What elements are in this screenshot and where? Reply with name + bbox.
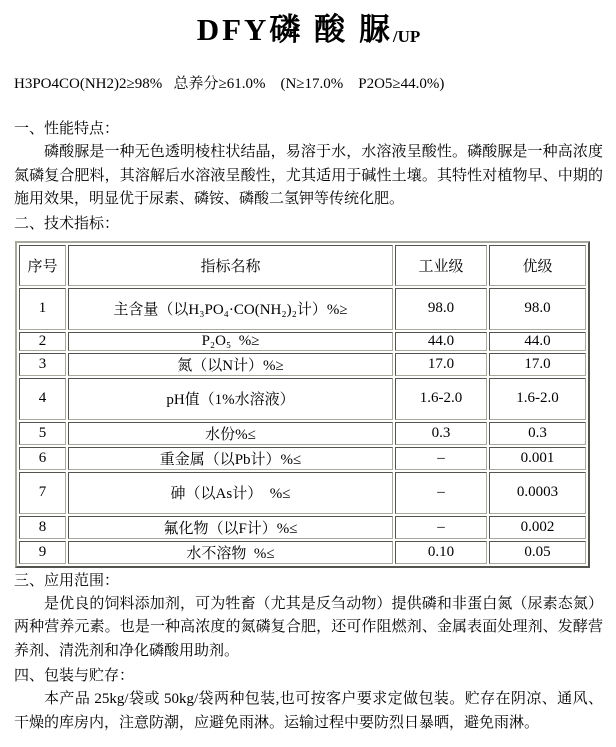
formula-line: H3PO4CO(NH2)2≥98% 总养分≥61.0% (N≥17.0% P2O5≥44.0%) — [14, 76, 445, 92]
technical-spec-table — [15, 241, 590, 568]
table-row — [19, 472, 586, 514]
cell-industrial: – — [395, 447, 487, 470]
cell-no: 5 — [19, 422, 66, 445]
cell-premium: 17.0 — [489, 353, 586, 376]
cell-premium: 0.3 — [489, 422, 586, 445]
cell-industrial: 98.0 — [395, 288, 487, 330]
page-title — [14, 8, 603, 59]
table-row — [19, 541, 586, 564]
cell-no: 9 — [19, 541, 66, 564]
header-cell-premium: 优级 — [489, 245, 586, 286]
cell-industrial: – — [395, 516, 487, 539]
cell-premium: 0.05 — [489, 541, 586, 564]
cell-name: P₂O₅ %≥ — [68, 332, 393, 351]
application-paragraph: 是优良的饲料添加剂，可为牲畜（尤其是反刍动物）提供磷和非蛋白氮（尿素态氮）两种营养元素。也是一种高浓度的氮磷复合肥，还可作阻燃剂、金属表面处理剂、发酵营养剂、清洗剂和净化磷酸用助剂。 — [14, 595, 603, 659]
table-row — [19, 516, 586, 539]
cell-name: pH值（1%水溶液） — [68, 378, 393, 420]
section-heading-application: 三、应用范围： — [14, 572, 120, 589]
title-suffix: /UP — [392, 27, 421, 46]
cell-premium: 1.6-2.0 — [489, 378, 586, 420]
cell-industrial: 1.6-2.0 — [395, 378, 487, 420]
cell-industrial: 0.3 — [395, 422, 487, 445]
table-row — [19, 332, 586, 351]
cell-no: 3 — [19, 353, 66, 376]
cell-premium: 0.002 — [489, 516, 586, 539]
cell-premium: 98.0 — [489, 288, 586, 330]
table-row — [19, 288, 586, 330]
cell-name: 氟化物（以F计）%≤ — [68, 516, 393, 539]
cell-no: 2 — [19, 332, 66, 351]
product-title-text: DFY磷 酸 脲 — [196, 12, 393, 47]
cell-no: 6 — [19, 447, 66, 470]
cell-industrial: – — [395, 472, 487, 514]
cell-name: 砷（以As计） %≤ — [68, 472, 393, 514]
performance-paragraph: 磷酸脲是一种无色透明棱柱状结晶，易溶于水，水溶液呈酸性。磷酸脲是一种高浓度氮磷复合肥料，其溶解后水溶液呈酸性，尤其适用于碱性土壤。其特性对植物早、中期的施用效果，明显优于尿素、磷铵、磷酸二氢钾等传统化肥。 — [14, 144, 603, 207]
cell-premium: 0.001 — [489, 447, 586, 470]
section-heading-technical: 二、技术指标： — [14, 215, 120, 232]
packaging-paragraph: 本产品 25kg/袋或 50kg/袋两种包装,也可按客户要求定做包装。贮存在阴凉、通风、干燥的库房内，注意防潮，应避免雨淋。运输过程中要防烈日暴晒，避免雨淋。 — [14, 691, 603, 731]
cell-name: 氮（以N计）%≥ — [68, 353, 393, 376]
table-row — [19, 353, 586, 376]
table-row — [19, 447, 586, 470]
cell-premium: 44.0 — [489, 332, 586, 351]
cell-name: 水不溶物 %≤ — [68, 541, 393, 564]
section-heading-performance: 一、性能特点： — [14, 121, 120, 137]
cell-industrial: 17.0 — [395, 353, 487, 376]
header-cell-industrial: 工业级 — [395, 245, 487, 286]
table-row — [19, 422, 586, 445]
section-heading-packaging: 四、包装与贮存： — [14, 668, 135, 684]
cell-premium: 0.0003 — [489, 472, 586, 514]
cell-industrial: 0.10 — [395, 541, 487, 564]
table-row — [19, 378, 586, 420]
table-header-row — [19, 245, 586, 286]
cell-no: 8 — [19, 516, 66, 539]
cell-name: 水份%≤ — [68, 422, 393, 445]
cell-name: 主含量（以H₃PO₄·CO(NH₂)₂计）%≥ — [68, 288, 393, 330]
header-cell-name: 指标名称 — [68, 245, 393, 286]
cell-industrial: 44.0 — [395, 332, 487, 351]
cell-no: 1 — [19, 288, 66, 330]
header-cell-no: 序号 — [19, 245, 66, 286]
cell-no: 7 — [19, 472, 66, 514]
cell-name: 重金属（以Pb计）%≤ — [68, 447, 393, 470]
cell-no: 4 — [19, 378, 66, 420]
